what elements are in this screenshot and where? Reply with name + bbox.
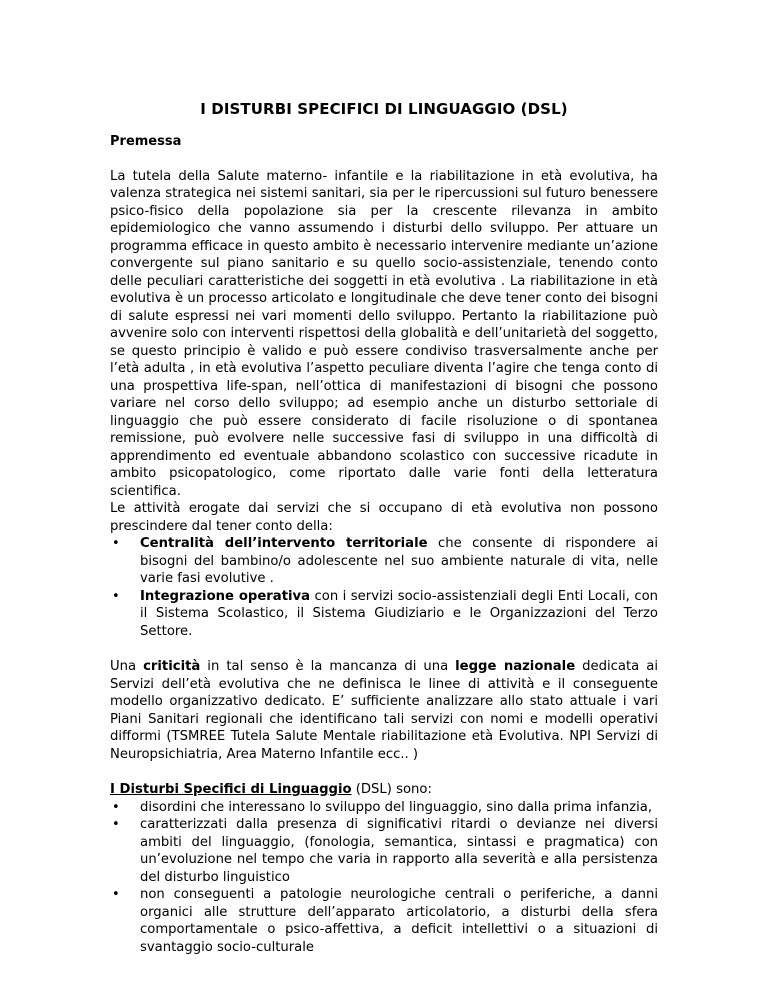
premessa-bullet-list [110, 535, 658, 640]
dsl-bullet-list [110, 799, 658, 957]
section-heading-premessa: Premessa [110, 134, 182, 149]
text-run: in tal senso è la mancanza di una [200, 659, 456, 674]
premessa-paragraph-1: La tutela della Salute materno- infantile e la riabilitazione in età evolutiva, ha valenza strategica nei sistemi sanitari, sia per le ripercussioni sul futuro benessere psico-fisico della popolazione sia per la crescente rilevanza in ambito epidemiologico che vanno assumendo i disturbi dello sviluppo. Per attuare un programma efficace in questo ambito è necessario intervenire mediante un’azione convergente sul piano sanitario e su quello socio-assistenziale, tenendo conto delle peculiari caratteristiche dei soggetti in età evolutiva . La riabilitazione in età evolutiva è un processo articolato e longitudinale che deve tener conto dei bisogni di salute espressi nei vari momenti dello sviluppo. Pertanto la riabilitazione può avvenire solo con interventi rispettosi della globalità e dell’unitarietà del soggetto, se questo principio è valido e può essere condiviso trasversalmente anche per l’età adulta , in età evolutiva l’aspetto peculiare diventa l’agire che tenga conto di una prospettiva life-span, nell’ottica di manifestazioni di bisogni che possono variare nel corso dello sviluppo; ad esempio anche un disturbo settoriale di linguaggio che può essere considerato di facile risoluzione o di spontanea remissione, può evolvere nelle successive fasi di sviluppo in una difficoltà di apprendimento ed eventuale abbandono scolastico con successive ricadute in ambito psicopatologico, come riportato dalle varie fonti della letteratura scientifica. [110, 168, 658, 499]
emphasis-legge-nazionale: legge nazionale [455, 659, 576, 674]
text-run: Una [110, 659, 144, 674]
bullet-bold-text: Centralità dell’intervento territoriale [140, 536, 428, 551]
premessa-paragraph-2: Le attività erogate dai servizi che si occupano di età evolutiva non possono prescindere dal tener conto della: [110, 501, 658, 534]
list-item: • disordini che interessano lo sviluppo del linguaggio, sino dalla prima infanzia, [110, 799, 658, 817]
list-item: • caratterizzati dalla presenza di significativi ritardi o devianze nei diversi ambiti del linguaggio, (fonologia, semantica, sintassi e pragmatica) con un’evoluzione nel tempo che varia in rapporto alla severità e alla persistenza del disturbo linguistico [110, 816, 658, 886]
dsl-lead [110, 781, 658, 799]
dsl-lead-text: (DSL) sono: [351, 782, 432, 797]
list-item: • non conseguenti a patologie neurologiche centrali o periferiche, a danni organici alle strutture dell’apparato articolatorio, a disturbi della sfera comportamentale o psico-affettiva, a deficit intellettivi o a situazioni di svantaggio socio-culturale [110, 886, 658, 956]
emphasis-criticita: criticità [143, 659, 201, 674]
bullet-text: con i servizi socio-assistenziali degli Enti Locali, con il Sistema Scolastico, il Sistema Giudiziario e le Organizzazioni del Terzo Settore. [140, 588, 658, 639]
bullet-text: che consente di rispondere ai bisogni del bambino/o adolescente nel suo ambiente naturale di vita, nelle varie fasi evolutive . [140, 536, 659, 586]
dsl-lead-bold: I Disturbi Specifici di Linguaggio [110, 782, 352, 797]
criticita-paragraph [110, 658, 658, 763]
list-item [110, 588, 658, 641]
list-item [110, 535, 658, 588]
text-run: dedicata ai Servizi dell’età evolutiva che ne definisca le linee di attività e il conseguente modello organizzativo dedicato. E’ sufficiente analizzare allo stato attuale i vari Piani Sanitari regionali che identificano tali servizi con nomi e modelli operativi difformi (TSMREE Tutela Salute Mentale riabilitazione età Evolutiva. NPI Servizi di Neuropsichiatria, Area Materno Infantile ecc.. ) [110, 659, 658, 762]
document-title: I DISTURBI SPECIFICI DI LINGUAGGIO (DSL) [200, 100, 568, 118]
bullet-bold-text: Integrazione operativa [140, 588, 311, 604]
document-body [110, 133, 658, 956]
